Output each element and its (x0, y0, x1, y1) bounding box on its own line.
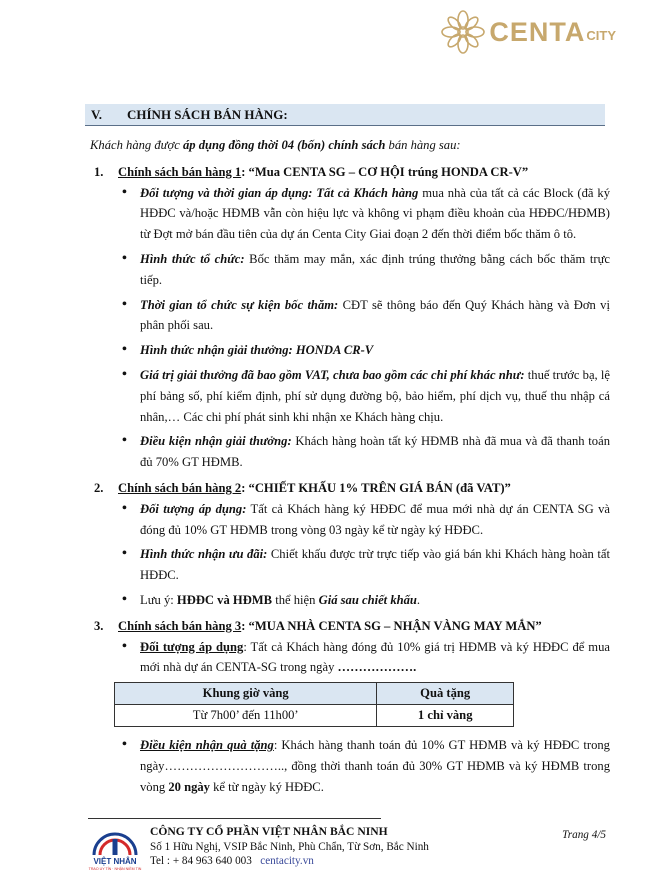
intro-pre: Khách hàng được (90, 138, 183, 152)
bullet-lead: Điều kiện nhận giải thưởng: (140, 434, 292, 449)
note-pre: Lưu ý: (140, 592, 177, 607)
table-header-cell: Quà tặng (377, 683, 514, 705)
section-number: V. (91, 106, 102, 122)
intro-paragraph (90, 135, 610, 156)
policy-2-label: Chính sách bán hàng 2 (118, 480, 242, 495)
policy-1 (90, 162, 610, 473)
lotus-emblem-icon (441, 10, 485, 54)
section-header (85, 104, 605, 126)
logo-tagline: TRAO UY TÍN · NHẬN NIỀM TIN (88, 867, 142, 871)
table-row (115, 705, 514, 727)
bullet-dots: ………………. (337, 660, 417, 675)
bullet-text: kể từ ngày ký HĐĐC. (209, 779, 324, 794)
company-website-link[interactable]: centacity.vn (260, 855, 314, 867)
list-item (120, 295, 610, 337)
list-item (120, 590, 610, 611)
list-item (120, 183, 610, 245)
footer-divider (88, 818, 381, 819)
policy-2-heading (90, 478, 610, 499)
bullet-text: : Tất cả Khách hàng đóng đủ 10% giá trị HĐMB và ký HĐĐC để mua mới nhà dự án CENTA-SG trong ngày (140, 639, 610, 675)
policy-1-label: Chính sách bán hàng 1 (118, 164, 242, 179)
bullet-lead: Hình thức nhận giải thưởng: HONDA CR-V (140, 343, 374, 358)
note-bold: HĐĐC và HĐMB (176, 592, 273, 607)
list-item (120, 544, 610, 586)
policy-3-title: : “MUA NHÀ CENTA SG – NHẬN VÀNG MAY MẮN” (241, 618, 542, 633)
policy-1-title: : “Mua CENTA SG – CƠ HỘI trúng HONDA CR-V” (241, 164, 529, 179)
bullet-lead: Hình thức nhận ưu đãi: (140, 547, 268, 562)
table-header-row (115, 683, 514, 705)
note-post: . (416, 592, 421, 607)
bullet-lead: Điều kiện nhận quà tặng (140, 738, 274, 753)
list-item (120, 431, 610, 473)
company-phone: Tel : + 84 963 640 003 (150, 855, 252, 867)
policy-2 (90, 478, 610, 611)
list-item (120, 340, 610, 361)
note-emphasis: Giá sau chiết khấu (318, 592, 417, 607)
bullet-text: Tất cả Khách hàng ký HĐĐC để mua mới nhà dự án CENTA SG và đóng đủ 10% GT HĐMB trong vòng 03 ngày kể từ ngày ký HĐĐC. (140, 501, 610, 537)
list-item (120, 637, 610, 679)
centa-city-logo (441, 10, 616, 54)
bullet-text: Khách hàng hoàn tất ký HĐMB nhà đã mua và đã thanh toán đủ 70% GT HĐMB. (140, 434, 610, 470)
bullet-text: mua nhà của tất cả các Block (đã ký HĐĐC và/hoặc HĐMB vẫn còn hiệu lực và không vi phạm điều khoản của HĐĐC/HĐMB) từ Đợt mở bán đầu tiên của dự án Centa City Giai đoạn 2 đến thời điểm bốc thăm ô tô. (140, 185, 610, 242)
bullet-bold: 20 ngày (168, 779, 210, 794)
section-title: CHÍNH SÁCH BÁN HÀNG: (127, 106, 288, 122)
contact-line (150, 854, 429, 869)
policy-1-heading (90, 162, 610, 183)
bullet-lead: Đối tượng và thời gian áp dụng: Tất cả Khách hàng (140, 185, 419, 200)
table-header-cell: Khung giờ vàng (115, 683, 377, 705)
policy-2-number: 2. (94, 480, 104, 495)
viet-nhan-logo (86, 825, 144, 875)
intro-emphasis: áp dụng đồng thời 04 (bốn) chính sách (183, 138, 386, 152)
bullet-text: CĐT sẽ thông báo đến Quý Khách hàng và Đơn vị phân phối sau. (140, 297, 610, 333)
bullet-lead: Đối tượng áp dụng (140, 639, 244, 654)
policy-3 (90, 616, 610, 798)
policy-3-label: Chính sách bán hàng 3 (118, 618, 242, 633)
list-item (120, 249, 610, 291)
list-item (120, 499, 610, 541)
policy-3-heading (90, 616, 610, 637)
bullet-text: : Khách hàng thanh toán đủ 10% GT HĐMB và ký HĐĐC trong ngày……………………….., đồng thời thanh toán đủ 30% GT HĐMB và ký HĐMB trong vòng (140, 738, 610, 794)
policy-1-number: 1. (94, 164, 104, 179)
bullet-lead: Đối tượng áp dụng: (140, 501, 247, 516)
brand-suffix: CITY (586, 27, 616, 43)
list-item (120, 735, 610, 797)
brand-name: CENTA (489, 16, 586, 47)
policy-3-number: 3. (94, 618, 104, 633)
bullet-lead: Giá trị giải thưởng đã bao gồm VAT, chưa bao gồm các chi phí khác như: (140, 367, 525, 382)
bullet-text: Chiết khấu được trừ trực tiếp vào giá bán khi Khách hàng hoàn tất HĐĐC. (140, 547, 610, 583)
table-cell-gift: 1 chỉ vàng (377, 705, 514, 727)
list-item (120, 365, 610, 427)
company-address: Số 1 Hữu Nghị, VSIP Bắc Ninh, Phù Chẩn, Từ Sơn, Bắc Ninh (150, 840, 429, 853)
logo-name: VIỆT NHÂN (93, 857, 137, 866)
bullet-text: thuế trước bạ, lệ phí bảng số, phí kiểm định, phí sử dụng đường bộ, bảo hiểm, phí dịch vụ, thuế thu nhập cá nhân,… Các chi phí phát sinh khi nhận xe Khách hàng chịu. (140, 367, 611, 424)
footer (86, 825, 606, 875)
company-name: CÔNG TY CỔ PHẦN VIỆT NHÂN BẮC NINH (150, 825, 388, 838)
table-cell-time: Từ 7h00’ đến 11h00’ (115, 705, 377, 727)
page-number: Trang 4/5 (562, 829, 606, 841)
bullet-lead: Thời gian tổ chức sự kiện bốc thăm: (140, 297, 339, 312)
policy-2-title: : “CHIẾT KHẤU 1% TRÊN GIÁ BÁN (đã VAT)” (241, 480, 511, 495)
bullet-text: Bốc thăm may mắn, xác định trúng thưởng bằng cách bốc thăm trực tiếp. (140, 251, 610, 287)
footer-info (150, 825, 429, 875)
golden-hour-table (114, 682, 514, 727)
intro-post: bán hàng sau: (385, 138, 461, 152)
bullet-lead: Hình thức tổ chức: (140, 251, 245, 266)
document-body (90, 135, 610, 802)
note-mid: thể hiện (272, 592, 319, 607)
